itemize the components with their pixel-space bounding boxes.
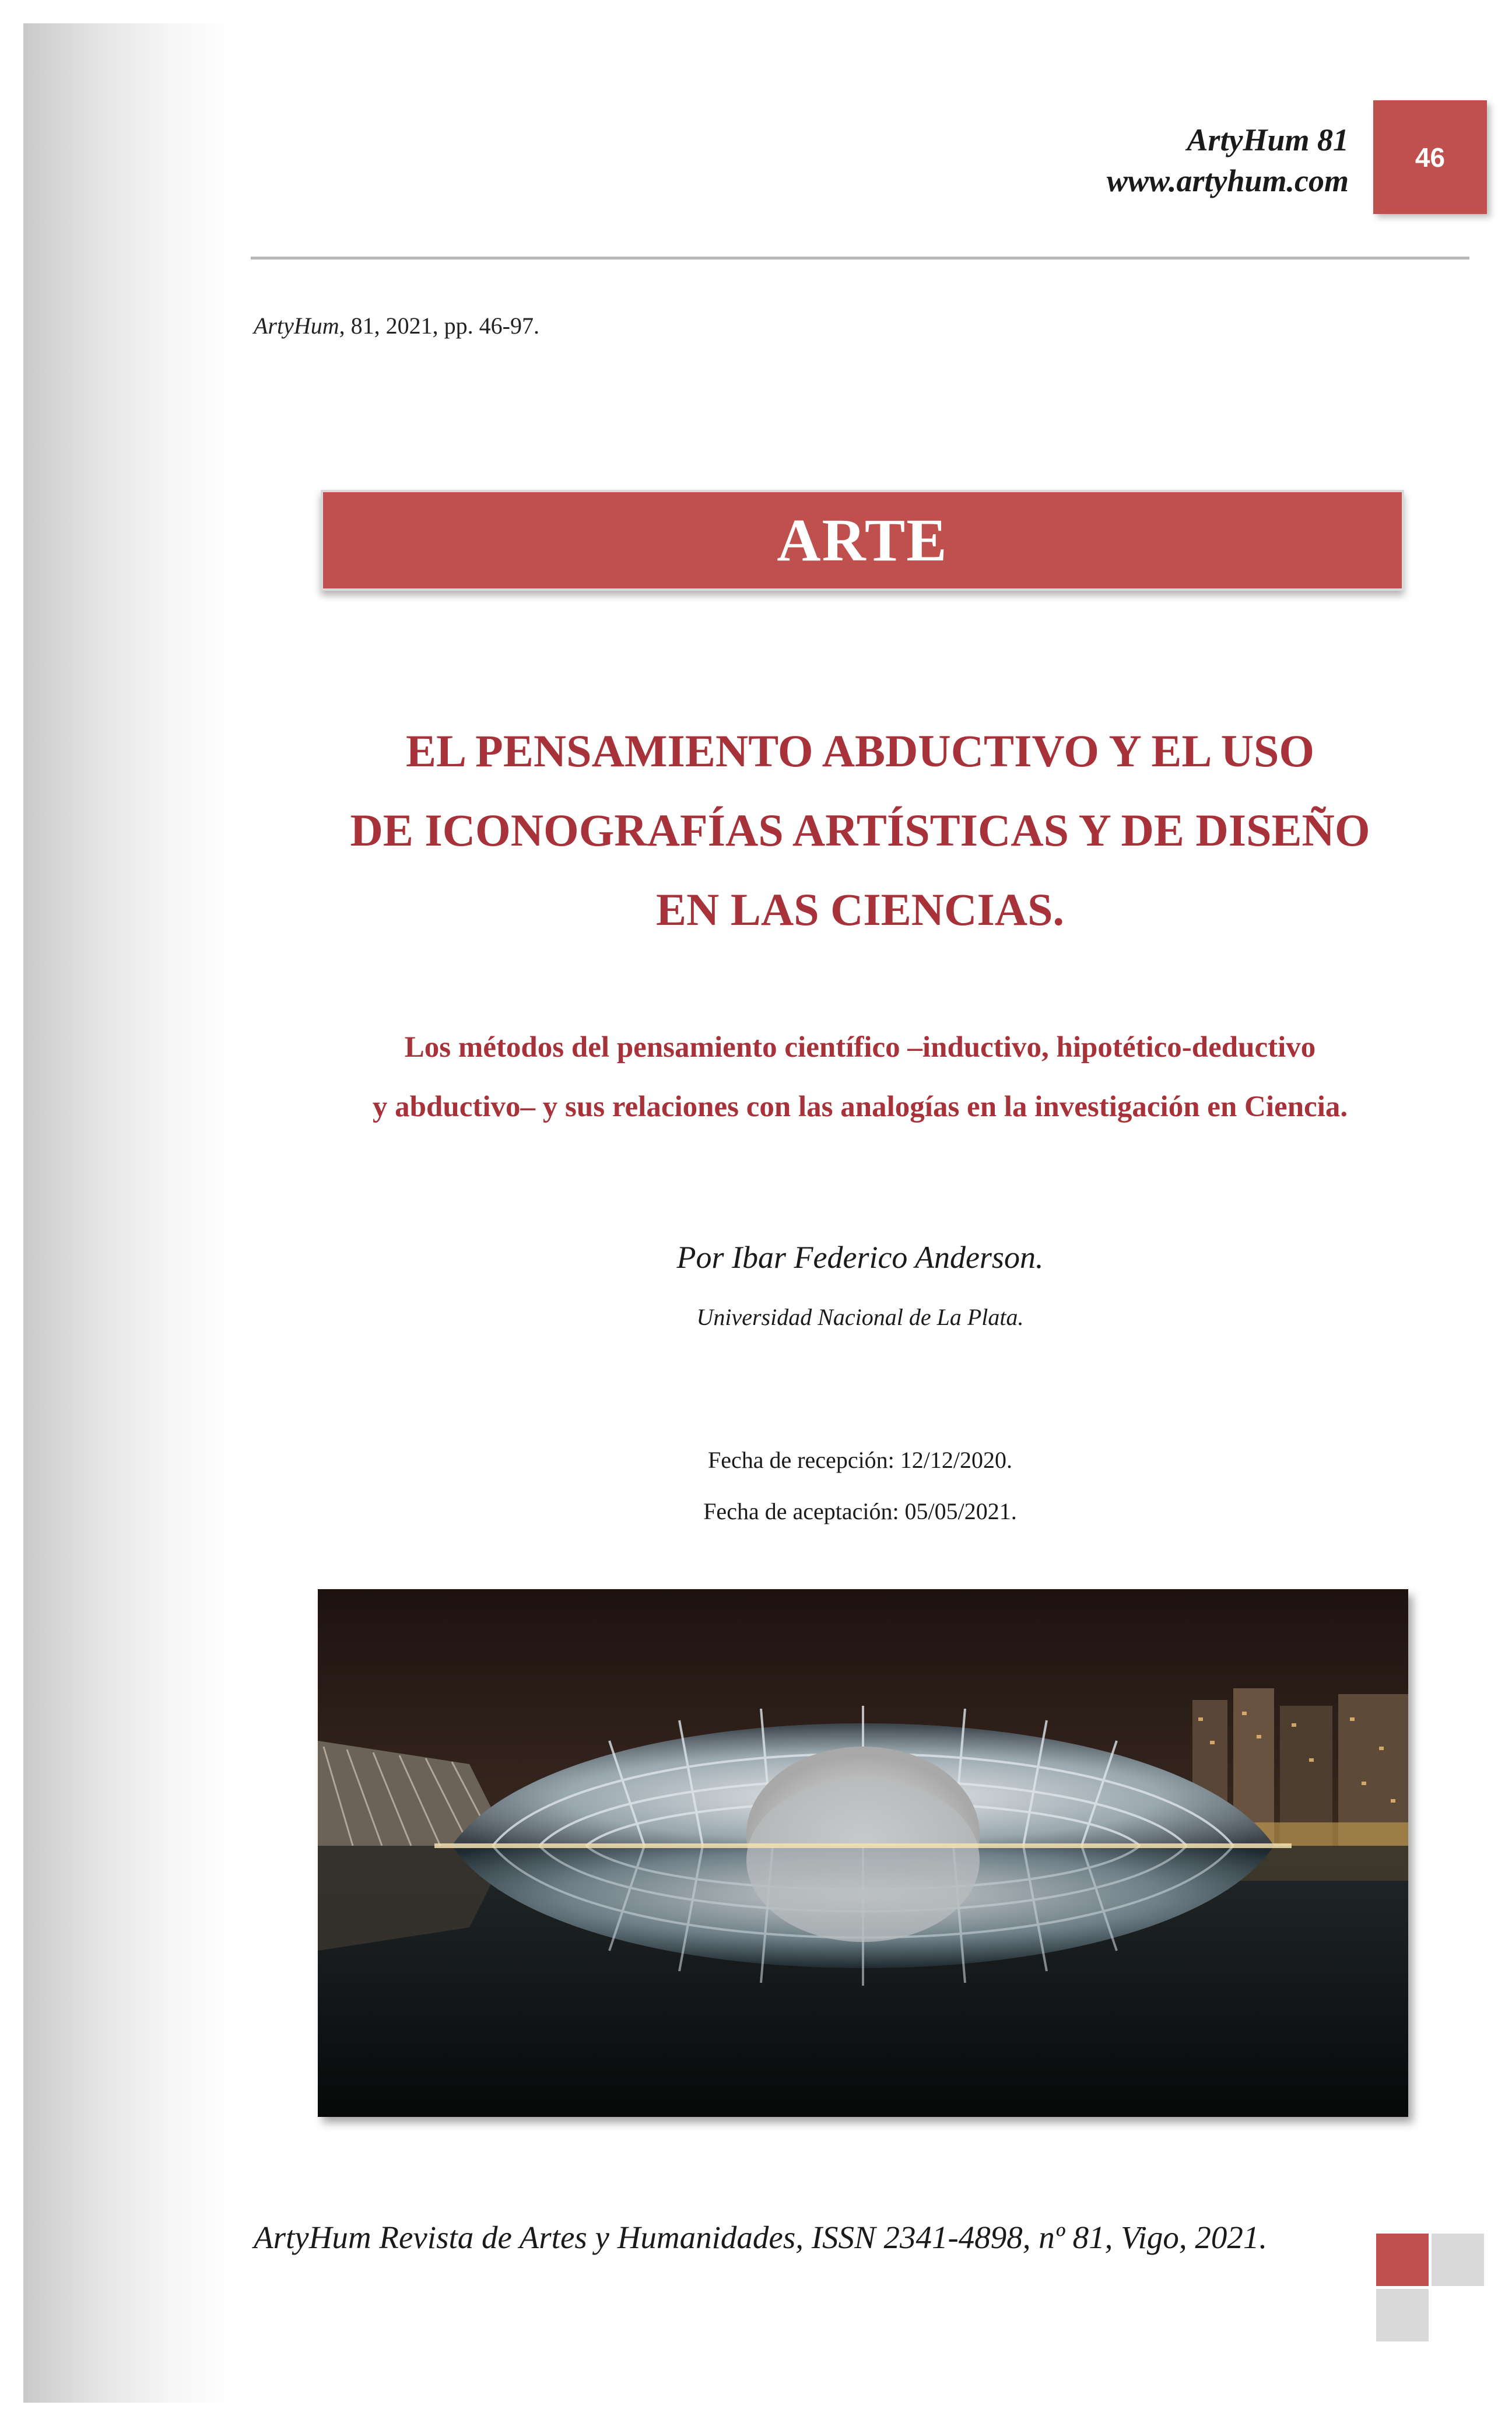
article-subtitle bbox=[251, 1018, 1469, 1137]
section-label: ARTE bbox=[777, 507, 948, 574]
decor-square-gray-bottom bbox=[1376, 2289, 1429, 2341]
journal-header bbox=[1107, 120, 1349, 201]
received-date: Fecha de recepción: 12/12/2020. bbox=[707, 1447, 1013, 1473]
citation-journal: ArtyHum bbox=[254, 313, 339, 339]
article-title bbox=[251, 711, 1469, 949]
subtitle-line-1: Los métodos del pensamiento científico –inductivo, hipotético-deductivo bbox=[404, 1031, 1316, 1064]
title-line-3: EN LAS CIENCIAS. bbox=[655, 884, 1065, 935]
journal-issue: ArtyHum 81 bbox=[1187, 122, 1349, 157]
footer-citation: ArtyHum Revista de Artes y Humanidades, ISSN 2341-4898, nº 81, Vigo, 2021. bbox=[254, 2220, 1268, 2255]
title-line-2: DE ICONOGRAFÍAS ARTÍSTICAS Y DE DISEÑO bbox=[350, 805, 1370, 856]
page-number: 46 bbox=[1415, 142, 1446, 173]
accepted-date: Fecha de aceptación: 05/05/2021. bbox=[703, 1498, 1017, 1524]
header-divider bbox=[251, 257, 1469, 260]
title-line-1: EL PENSAMIENTO ABDUCTIVO Y EL USO bbox=[405, 725, 1315, 776]
decor-square-red bbox=[1376, 2234, 1429, 2286]
subtitle-line-2: y abductivo– y sus relaciones con las analogías en la investigación en Ciencia. bbox=[372, 1091, 1348, 1123]
section-banner bbox=[321, 490, 1404, 591]
citation-details: , 81, 2021, pp. 46-97. bbox=[339, 313, 539, 339]
decor-square-gray-right bbox=[1432, 2234, 1484, 2286]
author-affiliation: Universidad Nacional de La Plata. bbox=[696, 1304, 1024, 1330]
citation bbox=[254, 312, 539, 339]
page-number-badge bbox=[1373, 100, 1487, 214]
page-edge-shadow bbox=[23, 23, 233, 2403]
journal-website[interactable]: www.artyhum.com bbox=[1106, 163, 1349, 198]
hemisferic-photo bbox=[318, 1589, 1408, 2117]
author-name: Por Ibar Federico Anderson. bbox=[676, 1240, 1044, 1275]
